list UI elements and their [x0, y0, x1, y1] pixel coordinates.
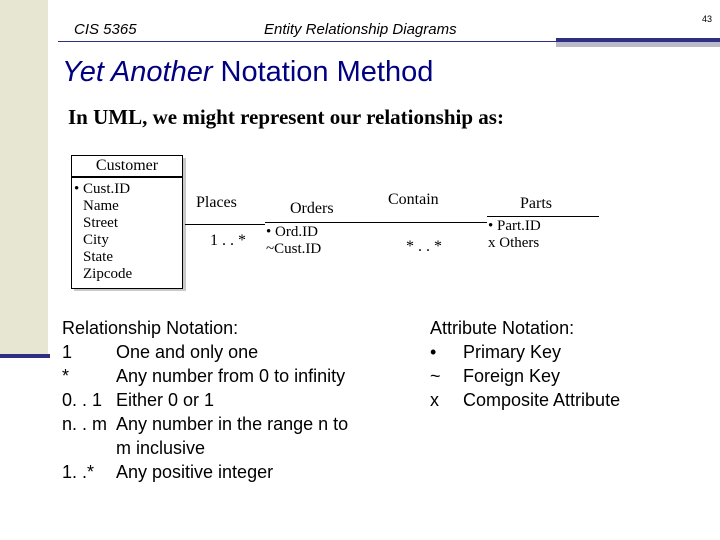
contain-association-line — [377, 222, 487, 223]
contain-label: Contain — [388, 191, 439, 208]
attr-symbol-3: x — [430, 390, 439, 410]
rel-meaning-2: Any number from 0 to infinity — [116, 366, 346, 386]
attr-meaning-2: Foreign Key — [463, 366, 561, 386]
slide-title-italic: Yet Another — [62, 56, 213, 88]
slide-title-rest: Notation Method — [220, 56, 434, 88]
attr-symbol-1: • — [430, 342, 437, 362]
orders-class-name: Orders — [290, 200, 334, 217]
topic-label: Entity Relationship Diagrams — [264, 21, 457, 38]
orders-attr-2: ~Cust.ID — [266, 241, 322, 257]
customer-attr-1: • Cust.ID — [74, 181, 131, 197]
rel-meaning-3: Either 0 or 1 — [116, 390, 215, 410]
customer-class-name: Customer — [95, 157, 159, 174]
rel-meaning-4: Any number in the range n to — [116, 414, 349, 434]
customer-attr-6: Zipcode — [83, 266, 133, 282]
orders-divider — [265, 222, 377, 223]
places-association-line — [185, 224, 265, 225]
course-label: CIS 5365 — [74, 21, 137, 38]
header-accent-shade — [556, 42, 720, 47]
relationship-notation-heading: Relationship Notation: — [62, 318, 239, 338]
customer-attr-5: State — [83, 249, 113, 265]
left-decor-bar — [0, 0, 48, 356]
parts-attr-1: • Part.ID — [488, 218, 541, 234]
rel-symbol-2: * — [62, 366, 70, 386]
slide-title — [62, 56, 433, 89]
customer-attr-2: Name — [83, 198, 119, 214]
attr-symbol-2: ~ — [430, 366, 441, 386]
contain-multiplicity: * . . * — [406, 238, 442, 255]
rel-meaning-5: m inclusive — [116, 438, 206, 458]
left-accent-line — [0, 354, 50, 358]
rel-meaning-1: One and only one — [116, 342, 259, 362]
parts-attr-2: x Others — [488, 235, 540, 251]
parts-divider — [487, 216, 599, 217]
customer-attr-3: Street — [83, 215, 118, 231]
page-number: 43 — [701, 14, 712, 24]
parts-class-name: Parts — [520, 195, 552, 212]
rel-symbol-4: n. . m — [62, 414, 108, 434]
orders-attr-1: • Ord.ID — [266, 224, 318, 240]
rel-symbol-1: 1 — [62, 342, 73, 362]
rel-symbol-3: 0. . 1 — [62, 390, 103, 410]
header-accent-line — [556, 38, 720, 42]
attribute-notation-heading: Attribute Notation: — [430, 318, 575, 338]
customer-class-title — [71, 155, 183, 178]
customer-attr-4: City — [83, 232, 109, 248]
places-label: Places — [196, 194, 237, 211]
attr-meaning-1: Primary Key — [463, 342, 562, 362]
places-multiplicity: 1 . . * — [210, 232, 246, 249]
slide-subtitle: In UML, we might represent our relationship as: — [68, 105, 504, 129]
rel-meaning-6: Any positive integer — [116, 462, 274, 482]
rel-symbol-6: 1. .* — [62, 462, 95, 482]
attr-meaning-3: Composite Attribute — [463, 390, 621, 410]
left-decor-edge — [48, 0, 51, 356]
